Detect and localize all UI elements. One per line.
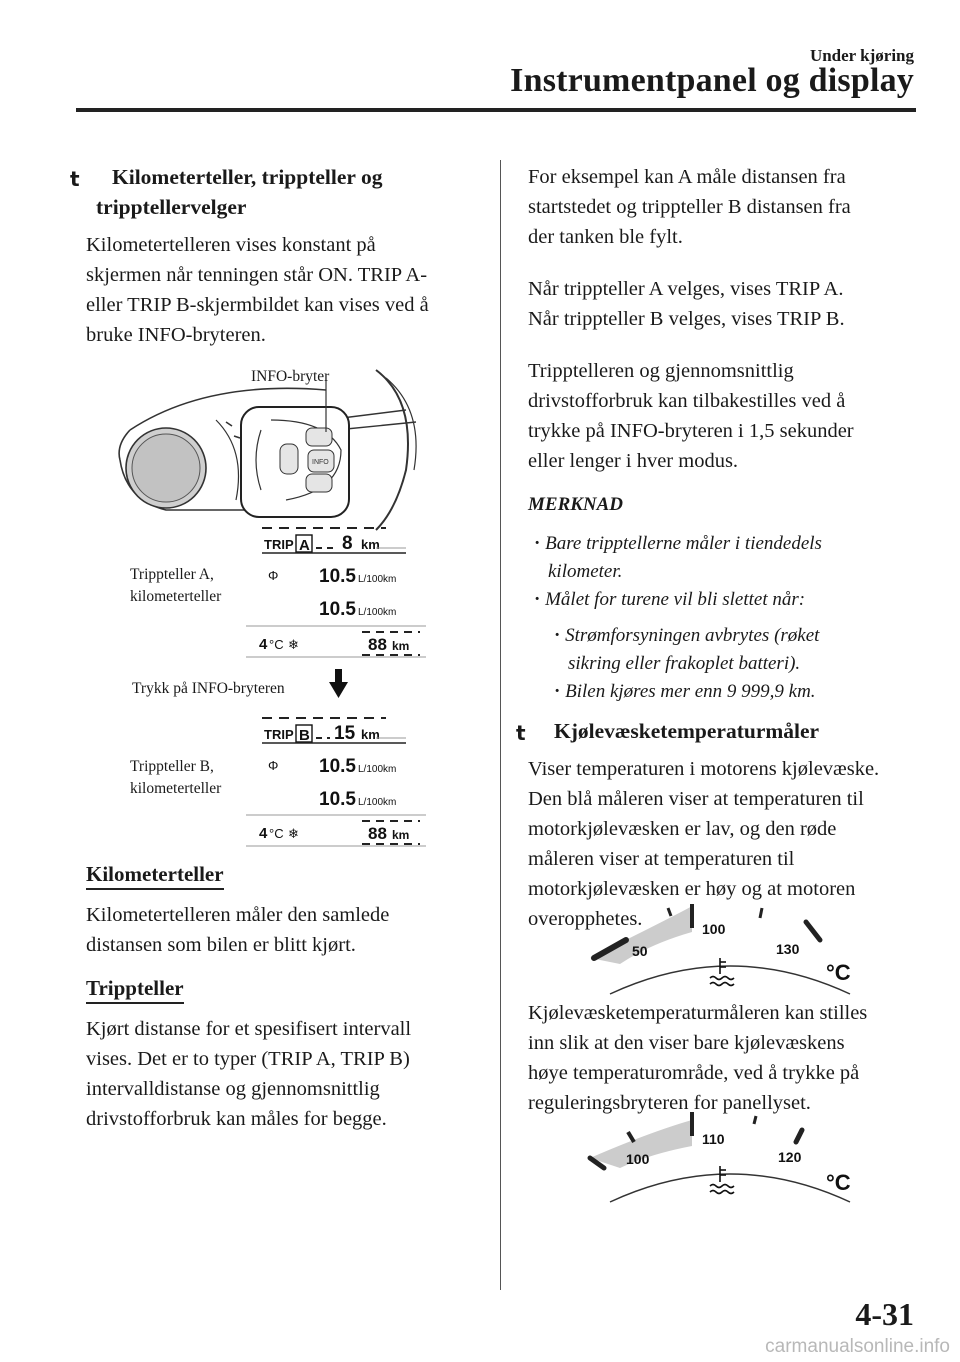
fuel-value-2: 10.5 (319, 599, 356, 620)
trip-b-label-1: Trippteller B, (130, 758, 214, 775)
text-line: trykke på INFO-bryteren i 1,5 sekunder (528, 420, 854, 442)
text-line: distansen som bilen er blitt kjørt. (86, 934, 356, 956)
info-button-label: INFO (312, 459, 329, 466)
heading-bullet-icon: t (516, 721, 526, 745)
down-arrow-icon (329, 669, 348, 698)
page-title: Instrumentpanel og display (510, 62, 914, 99)
note-block (528, 490, 920, 706)
text-line: Den blå måleren viser at temperaturen til (528, 788, 864, 810)
text-line: eller lenger i hver modus. (528, 450, 739, 472)
gauge-unit: °C (826, 960, 851, 985)
odo-unit: km (392, 828, 410, 842)
note-sub-item-1-cont: sikring eller frakoplet batteri). (568, 653, 801, 674)
odo-unit: km (392, 639, 410, 653)
paragraph-example (528, 162, 920, 252)
bullet-dot: · (554, 681, 561, 702)
text-line: Kilometertelleren vises konstant på (86, 234, 376, 256)
right-lower-column (528, 998, 920, 1118)
odo-value: 88 (368, 635, 387, 654)
bullet-dot: · (554, 625, 561, 646)
gauge-hot-mark (796, 1130, 802, 1142)
text-line: måleren viser at temperaturen til (528, 848, 795, 870)
header-rule (76, 108, 916, 112)
fuel-unit-1: L/100km (358, 574, 397, 585)
text-line: Kjølevæsketemperaturmåleren kan stilles (528, 1002, 868, 1024)
note-item-1: · Bare tripptellerne måler i tiendedels (534, 533, 822, 554)
text-line: Kilometertelleren måler den samlede (86, 904, 390, 926)
trip-meter-paragraph (86, 1014, 481, 1134)
trip-a-letter: A (299, 537, 310, 554)
column-divider (500, 160, 501, 1290)
gauge-high-label: 130 (776, 941, 800, 957)
text-line: der tanken ble fylt. (528, 226, 683, 248)
display-trip-b (246, 718, 426, 846)
note-sub-item-2: · Bilen kjøres mer enn 9 999,9 km. (554, 681, 816, 702)
fuel-icon: Φ (268, 758, 279, 773)
right-column (516, 162, 920, 934)
text-line: inn slik at den viser bare kjølevæskens (528, 1032, 845, 1054)
trip-a-label-2: kilometerteller (130, 588, 222, 605)
intro-paragraph (86, 230, 481, 350)
paragraph-reset (528, 356, 920, 476)
km-unit: km (361, 537, 380, 552)
trip-meter-heading: Trippteller (86, 974, 184, 1004)
left-lower-column (86, 860, 481, 1134)
paragraph-selection (528, 274, 920, 334)
bullet-dot: · (534, 589, 541, 610)
left-column (70, 162, 481, 350)
fuel-value-3: 10.5 (319, 756, 356, 777)
text-line: Viser temperaturen i motorens kjølevæske. (528, 758, 880, 780)
text-line: skjermen når tenningen står ON. TRIP A- (86, 264, 428, 286)
km-unit: km (361, 727, 380, 742)
text-line: bruke INFO-bryteren. (86, 324, 266, 346)
trip-a-value: 8 (342, 533, 353, 554)
gauge-mid-label: 100 (702, 921, 726, 937)
text-line: Når trippteller A velges, vises TRIP A. (528, 278, 844, 300)
heading-line-1: Kilometerteller, trippteller og (112, 165, 383, 189)
fuel-value-1: 10.5 (319, 566, 356, 587)
trip-word: TRIP (264, 727, 294, 742)
snowflake-icon: ❄ (288, 826, 299, 841)
fuel-unit-3: L/100km (358, 764, 397, 775)
text-line: reguleringsbryteren for panellyset. (528, 1092, 811, 1114)
text-line: For eksempel kan A måle distansen fra (528, 166, 846, 188)
temp-unit: °C (269, 637, 284, 652)
gauge-unit: °C (826, 1170, 851, 1195)
heading-line-2: tripptellervelger (96, 195, 247, 219)
gauge-high-label: 120 (778, 1149, 802, 1165)
fuel-icon: Φ (268, 568, 279, 583)
trip-a-label-1: Trippteller A, (130, 566, 214, 583)
coolant-gauge-high-range (580, 1106, 880, 1206)
text-line: motorkjølevæsken er lav, og den røde (528, 818, 837, 840)
display-trip-a (246, 528, 426, 657)
coolant-heading (516, 716, 920, 746)
odo-value: 88 (368, 824, 387, 843)
trip-word: TRIP (264, 537, 294, 552)
note-sub-item-1: · Strømforsyningen avbrytes (røket (554, 625, 820, 646)
text-line: Tripptelleren og gjennomsnittlig (528, 360, 794, 382)
gauge-low-label: 100 (626, 1151, 650, 1167)
bullet-dot: · (534, 533, 541, 554)
text-line: overopphetes. (528, 908, 643, 930)
note-title: MERKNAD (528, 494, 624, 515)
text-line: Kjørt distanse for et spesifisert intervall (86, 1018, 412, 1040)
text-line: drivstofforbruk kan måles for begge. (86, 1108, 387, 1130)
watermark: carmanualsonline.info (765, 1336, 950, 1357)
text-line: vises. Det er to typer (TRIP A, TRIP B) (86, 1048, 410, 1070)
page-number: 4-31 (855, 1296, 914, 1332)
temp-value: 4 (259, 825, 268, 842)
coolant-heading-text: Kjølevæsketemperaturmåler (554, 719, 820, 743)
text-line: eller TRIP B-skjermbildet kan vises ved å (86, 294, 429, 316)
text-line: intervalldistanse og gjennomsnittlig (86, 1078, 380, 1100)
trip-b-letter: B (299, 727, 310, 744)
gauge-mid-label: 110 (702, 1131, 725, 1147)
gauge-low-label: 50 (632, 943, 648, 959)
cluster-drawing (119, 370, 416, 530)
trip-b-value: 15 (334, 723, 356, 744)
text-line: motorkjølevæsken er høy og at motoren (528, 878, 856, 900)
text-line: høye temperaturområde, ved å trykke på (528, 1062, 860, 1084)
text-line: startstedet og trippteller B distansen fra (528, 196, 851, 218)
info-switch-label: INFO-bryter (251, 368, 330, 385)
section-label: Under kjøring (809, 46, 914, 65)
text-line: drivstofforbruk kan tilbakestilles ved å (528, 390, 846, 412)
coolant-gauge-normal (580, 898, 880, 998)
thermometer-icon (710, 958, 734, 986)
trip-b-label-2: kilometerteller (130, 780, 222, 797)
heading-bullet-icon: t (70, 167, 80, 191)
note-item-2: · Målet for turene vil bli slettet når: (534, 589, 806, 610)
section-heading (70, 162, 481, 222)
snowflake-icon: ❄ (288, 637, 299, 652)
press-info-label: Trykk på INFO-bryteren (132, 680, 285, 697)
temp-unit: °C (269, 826, 284, 841)
fuel-unit-4: L/100km (358, 797, 397, 808)
trip-meter-figure (86, 360, 486, 850)
text-line: Når trippteller B velges, vises TRIP B. (528, 308, 845, 330)
odometer-paragraph (86, 900, 481, 960)
thermometer-icon (710, 1166, 734, 1194)
fuel-unit-2: L/100km (358, 607, 397, 618)
fuel-value-4: 10.5 (319, 789, 356, 810)
coolant-setting-paragraph (528, 998, 920, 1118)
temp-value: 4 (259, 636, 268, 653)
gauge-hot-mark (806, 922, 820, 940)
note-item-1-cont: kilometer. (548, 561, 623, 582)
odometer-heading: Kilometerteller (86, 860, 224, 890)
